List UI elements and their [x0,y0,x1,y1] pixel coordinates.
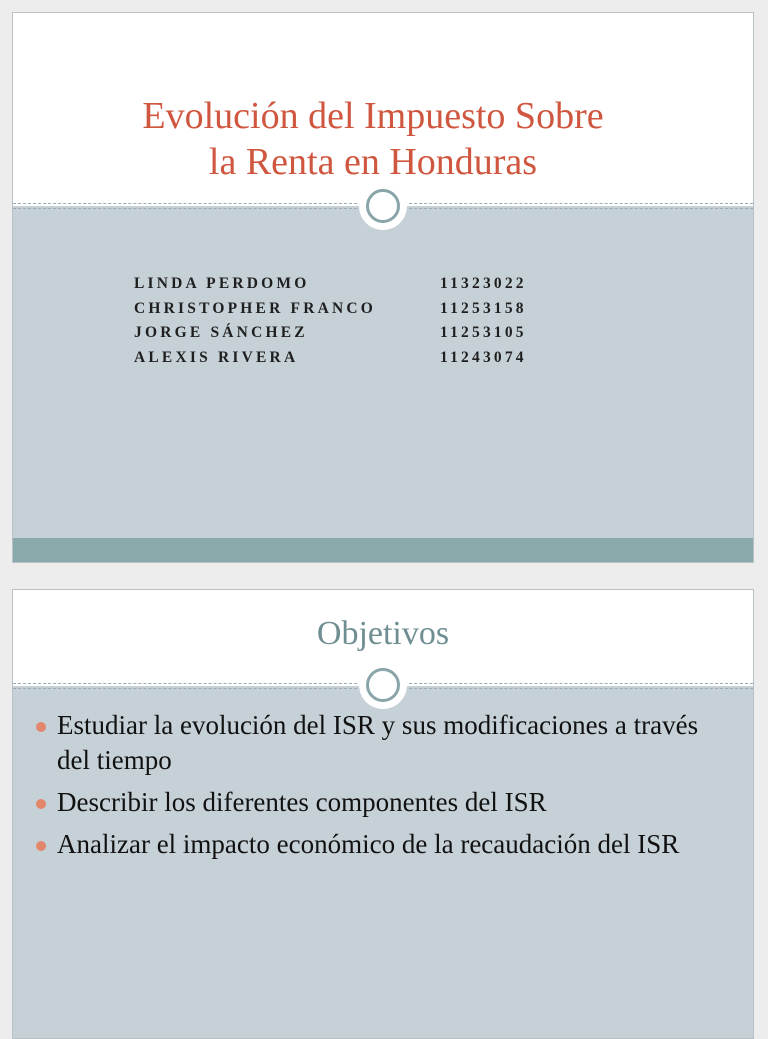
author-id: 11323022 [440,275,527,292]
bullet-dot-icon [36,722,46,732]
bullet-dot-icon [36,841,46,851]
slide-title: Objetivos [316,615,450,652]
slide-2 [12,589,754,1039]
circle-ring-icon [359,661,407,709]
list-item-text: Analizar el impacto económico de la recaudación del ISR [57,829,680,859]
objectives-list [35,708,735,869]
slide-title [53,93,693,185]
list-item [35,827,735,862]
author-name: CHRISTOPHER FRANCO [134,299,377,317]
author-row [134,349,594,374]
list-item [35,785,735,820]
title-line-2: la Renta en Honduras [208,141,538,183]
author-row [134,324,594,349]
author-id: 11243074 [440,348,527,366]
list-item [35,708,735,778]
circle-ring-icon [359,182,407,230]
slide-1 [12,12,754,563]
author-name: JORGE SÁNCHEZ [134,324,308,342]
author-id: 11253158 [440,299,527,317]
author-row [134,300,594,325]
slide-1-footer-bar [13,538,753,563]
author-list [134,275,594,373]
title-line-1: Evolución del Impuesto Sobre [142,95,604,137]
author-row [134,275,594,300]
list-item-text: Estudiar la evolución del ISR y sus modificaciones a través del tiempo [57,710,699,775]
list-item-text: Describir los diferentes componentes del ISR [57,787,547,817]
author-id: 11253105 [440,324,527,342]
author-name: LINDA PERDOMO [134,275,310,292]
bullet-dot-icon [36,799,46,809]
author-name: ALEXIS RIVERA [134,348,299,366]
